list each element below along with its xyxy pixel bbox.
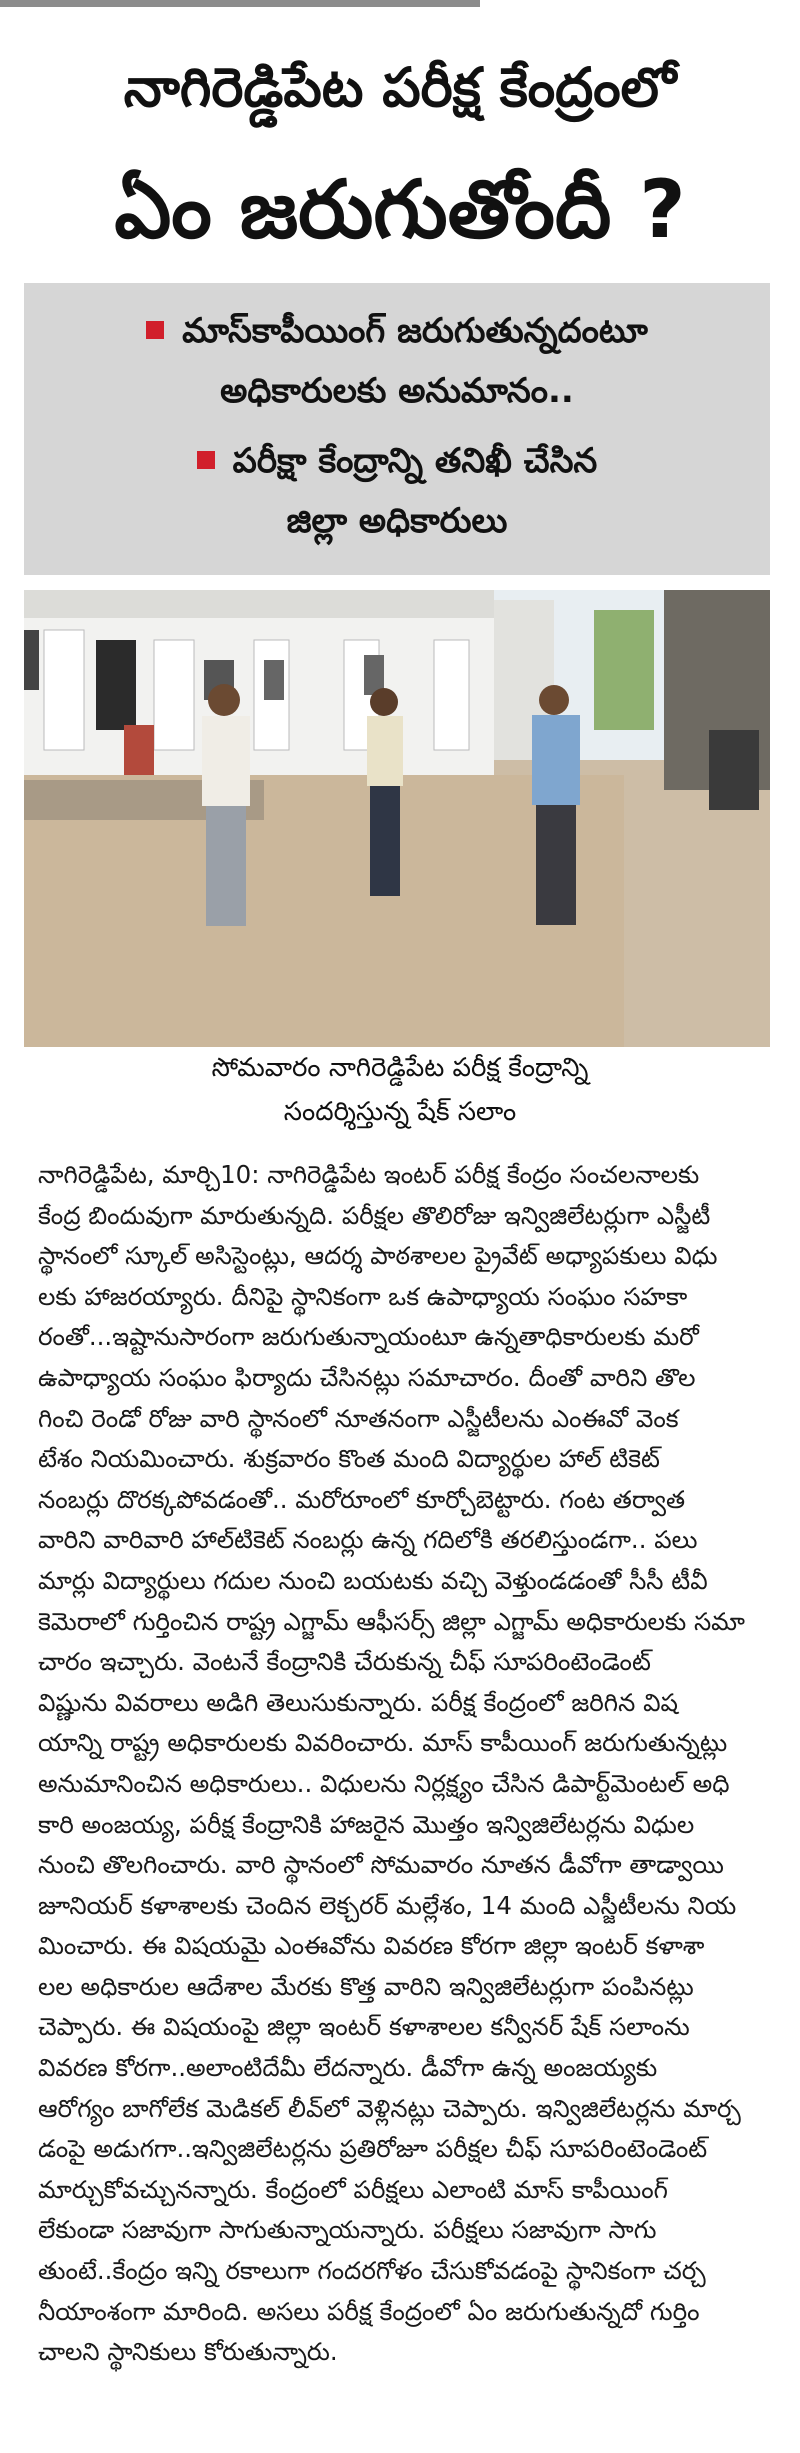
red-bullet-icon	[146, 321, 164, 339]
body-line: లేకుండా సజావుగా సాగుతున్నాయన్నారు. పరీక్షలు సజావుగా సాగు	[38, 2215, 657, 2245]
subhead-1-line-2: అధికారులకు అనుమానం..	[220, 371, 574, 411]
body-line	[38, 2373, 762, 2414]
body-line: కెమెరాలో గుర్తించిన రాష్ట్ర ఎగ్జామ్ ఆఫీసర్స్ జిల్లా ఎగ్జామ్ అధికారులకు సమా	[38, 1606, 745, 1636]
body-line: లకు హాజరయ్యారు. దీనిపై స్థానికంగా ఒక ఉపాధ్యాయ సంఘం సహకా	[38, 1281, 688, 1311]
top-rule-bar	[0, 0, 800, 10]
body-line: జూనియర్ కళాశాలకు చెందిన లెక్చరర్ మల్లేశం, 14 మంది ఎస్జీటీలను నియ	[38, 1890, 737, 1920]
body-line: నంబర్లు దొరక్కపోవడంతో.. మరోరూంలో కూర్చోబెట్టారు. గంట తర్వాత	[38, 1484, 686, 1514]
body-line: టేశం నియమించారు. శుక్రవారం కొంత మంది విద్యార్థుల హాల్ టికెట్	[38, 1444, 660, 1474]
body-line: యాన్ని రాష్ట్ర అధికారులకు వివరించారు. మాస్ కాపీయింగ్ జరుగుతున్నట్లు	[38, 1728, 728, 1758]
top-rule	[0, 0, 480, 7]
body-line: మార్లు విద్యార్థులు గదుల నుంచి బయటకు వచ్చి వెళ్తుండడంతో సీసీ టీవీ	[38, 1565, 708, 1595]
body-line: ఆరోగ్యం బాగోలేక మెడికల్ లీవ్‌లో వెళ్లినట్లు చెప్పారు. ఇన్విజిలేటర్లను మార్చ	[38, 2093, 741, 2123]
subhead-2-line-2: జిల్లా అధికారులు	[286, 501, 508, 541]
body-line: రంతో...ఇష్టానుసారంగా జరుగుతున్నాయంటూ ఉన్నతాధికారులకు మరో	[38, 1322, 699, 1352]
headline-line-1: నాగిరెడ్డిపేట పరీక్ష కేంద్రంలో	[123, 56, 677, 119]
headline-line-2: ఏం జరుగుతోందీ ?	[114, 163, 686, 256]
body-line: వారిని వారివారి హాల్‌టికెట్ నంబర్లు ఉన్న గదిలోకి తరలిస్తుండగా.. పలు	[38, 1525, 698, 1555]
subhead-2-line-1: పరీక్షా కేంద్రాన్ని తనిఖీ చేసిన	[24, 431, 770, 491]
body-line: అనుమానించిన అధికారులు.. విధులను నిర్లక్ష్యం చేసిన డిపార్ట్‌మెంటల్ అధి	[38, 1768, 730, 1798]
subhead-1-line-1: మాస్‌కాపీయింగ్ జరుగుతున్నదంటూ	[24, 301, 770, 361]
photo-illustration	[24, 590, 770, 1047]
body-line: చెప్పారు. ఈ విషయంపై జిల్లా ఇంటర్ కళాశాలల కన్వీనర్ షేక్ సలాంను	[38, 2012, 690, 2042]
body-line: మార్చుకోవచ్చునన్నారు. కేంద్రంలో పరీక్షలు ఎలాంటి మాస్ కాపీయింగ్	[38, 2174, 668, 2204]
body-line: కారి అంజయ్య, పరీక్ష కేంద్రానికి హాజరైన మొత్తం ఇన్విజిలేటర్లను విధుల	[38, 1809, 695, 1839]
subheadline-box	[24, 283, 770, 575]
photo-caption-line-1: సోమవారం నాగిరెడ్డిపేట పరీక్ష కేంద్రాన్ని	[211, 1053, 589, 1083]
person-right	[532, 685, 580, 925]
body-line: డంపై అడుగగా..ఇన్విజిలేటర్లను ప్రతిరోజూ పరీక్షల చీఫ్ సూపరింటెండెంట్	[38, 2134, 708, 2164]
body-line: నాగిరెడ్డిపేట, మార్చి10: నాగిరెడ్డిపేట ఇంటర్ పరీక్ష కేంద్రం సంచలనాలకు	[38, 1160, 700, 1189]
body-line: స్థానంలో స్కూల్ అసిస్టెంట్లు, ఆదర్శ పాఠశాలల ప్రైవేట్ అధ్యాపకులు విధు	[38, 1241, 718, 1271]
person-middle	[367, 688, 403, 896]
body-line: వివరణ కోరగా..అలాంటిదేమీ లేదన్నారు. డీవోగా ఉన్న అంజయ్యకు	[38, 2053, 658, 2083]
body-line: విష్ణును వివరాలు అడిగి తెలుసుకున్నారు. పరీక్ష కేంద్రంలో జరిగిన విష	[38, 1687, 678, 1717]
body-line: గించి రెండో రోజు వారి స్థానంలో నూతనంగా ఎస్జీటీలను ఎంఈవో వెంక	[38, 1403, 679, 1433]
article-body	[38, 1155, 762, 2413]
body-line: చారం ఇచ్చారు. వెంటనే కేంద్రానికి చేరుకున్న చీఫ్ సూపరింటెండెంట్	[38, 1647, 651, 1677]
body-line: నుంచి తొలగించారు. వారి స్థానంలో సోమవారం నూతన డీవోగా తాడ్వాయి	[38, 1850, 724, 1880]
body-line: కేంద్ర బిందువుగా మారుతున్నది. పరీక్షల తొలిరోజు ఇన్విజిలేటర్లుగా ఎస్జీటీ	[38, 1200, 711, 1230]
body-line: మించారు. ఈ విషయమై ఎంఈవోను వివరణ కోరగా జిల్లా ఇంటర్ కళాశా	[38, 1931, 705, 1961]
person-left	[202, 684, 250, 926]
body-line: తుంటే..కేంద్రం ఇన్ని రకాలుగా గందరగోళం చేసుకోవడంపై స్థానికంగా చర్చ	[38, 2256, 706, 2286]
body-line: ఉపాధ్యాయ సంఘం ఫిర్యాదు చేసినట్లు సమాచారం. దీంతో వారిని తొల	[38, 1362, 696, 1392]
news-photo	[24, 590, 770, 1047]
photo-caption-line-2: సందర్శిస్తున్న షేక్ సలాం	[283, 1097, 517, 1127]
red-bullet-icon	[197, 451, 215, 469]
body-line: నీయాంశంగా మారింది. అసలు పరీక్ష కేంద్రంలో ఏం జరుగుతున్నదో గుర్తిం	[38, 2296, 700, 2326]
body-line: లల అధికారుల ఆదేశాల మేరకు కొత్త వారిని ఇన్విజిలేటర్లుగా పంపినట్లు	[38, 1971, 694, 2001]
body-line: చాలని స్థానికులు కోరుతున్నారు.	[38, 2337, 338, 2367]
